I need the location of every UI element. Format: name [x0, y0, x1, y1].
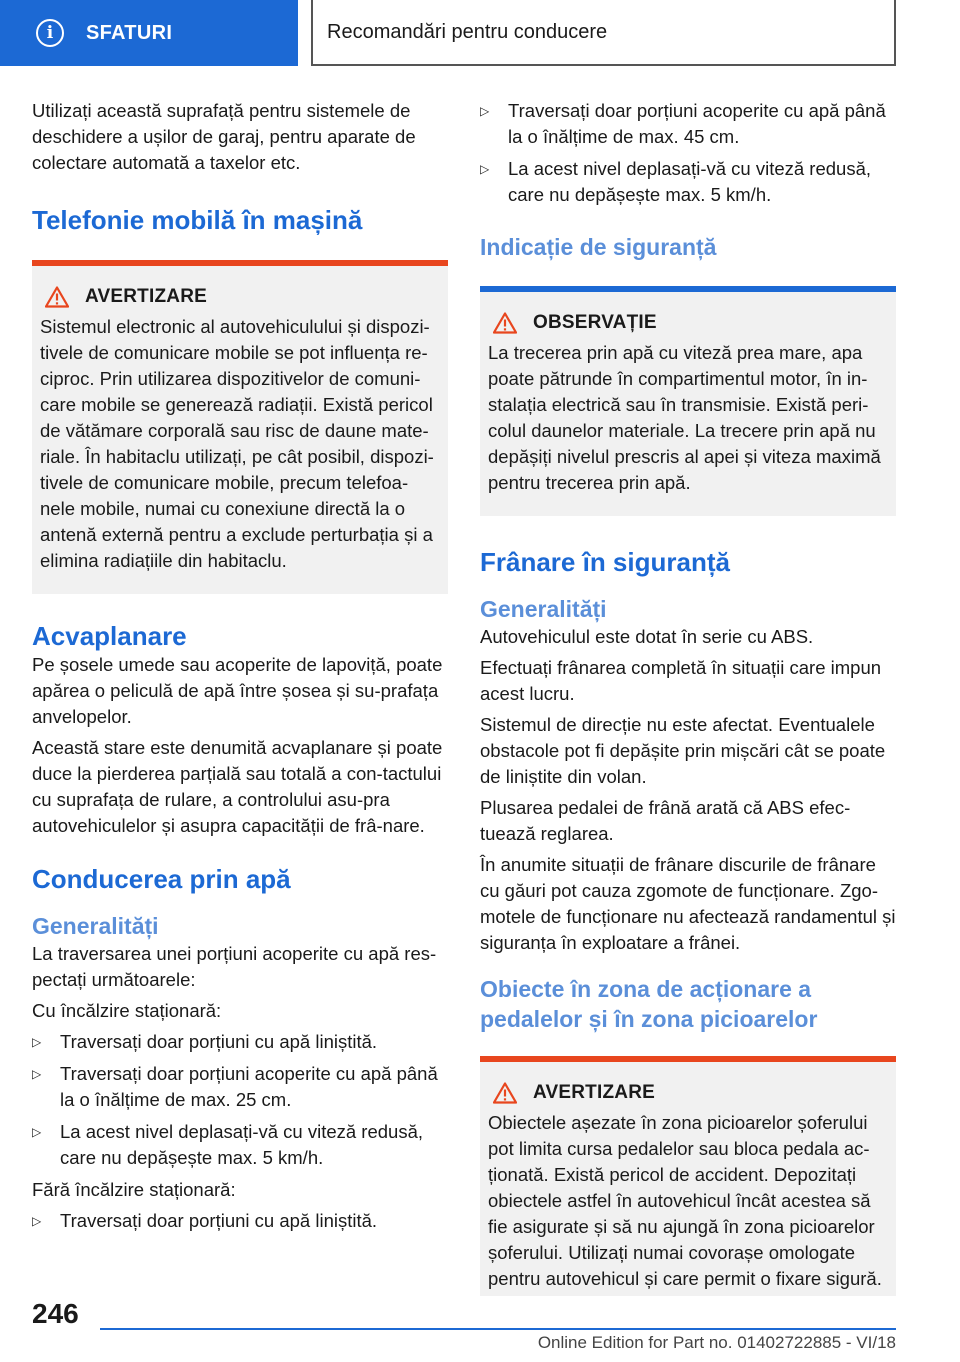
- triangle-bullet-icon: ▷: [32, 1214, 42, 1228]
- water-paragraph-1: La traversarea unei porțiuni acoperite cu apă res-pectați următoarele:: [32, 943, 437, 990]
- aqua-paragraph-1: Pe șosele umede sau acoperite de lapoviță, poate apărea o peliculă de apă între șosea și su-prafața anvelopelor.: [32, 654, 443, 727]
- intro-paragraph: Utilizați această suprafață pentru sistemele de deschidere a ușilor de garaj, pentru aparate de colectare automată a taxelor etc.: [32, 100, 416, 173]
- subheading-general: Generalități: [480, 596, 607, 622]
- warning-title: AVERTIZARE: [533, 1082, 655, 1103]
- section-tab: [0, 0, 298, 66]
- observation-title: OBSERVAȚIE: [533, 312, 657, 333]
- heading-aquaplaning: Acvaplanare: [32, 621, 187, 651]
- heading-safe-braking: Frânare în siguranță: [480, 547, 730, 577]
- triangle-bullet-icon: ▷: [480, 162, 490, 176]
- warning-triangle-icon: [493, 1082, 517, 1104]
- bullet-list-continued: [480, 98, 896, 208]
- right-column: [480, 98, 896, 1296]
- list-item: ▷ La acest nivel deplasați-vă cu viteză redusă, care nu depășește max. 5 km/h.: [32, 1119, 448, 1171]
- warning-box-phone: [32, 260, 448, 594]
- list-item: ▷ La acest nivel deplasați-vă cu viteză redusă, care nu depășește max. 5 km/h.: [480, 156, 896, 208]
- bullet-list-heating: [32, 1029, 448, 1171]
- chapter-title-box: [311, 0, 896, 66]
- observation-box-water: [480, 286, 896, 516]
- brake-paragraph-1: Autovehiculul este dotat în serie cu ABS.: [480, 626, 814, 647]
- observation-text: La trecerea prin apă cu viteză prea mare, apa poate pătrunde în compartimentul motor, în in-stalația electrică sau în transmisie. Există peri-colul daunelor materiale. La trecere prin apă nu depășiți nivelul prescris al apei și viteza maximă pentru trecerea prin apă.: [488, 342, 881, 493]
- brake-paragraph-3: Sistemul de direcție nu este afectat. Eventualele obstacole pot fi depășite prin mișcări cât se poate de liniștite din volan.: [480, 714, 886, 787]
- heading-water-driving: Conducerea prin apă: [32, 864, 291, 894]
- brake-paragraph-5: În anumite situații de frânare discurile de frânare cu găuri pot cauza zgomote de funcționare. Zgo-motele de funcționare nu afectează randamentul și siguranța în exploatare a frânei.: [480, 854, 896, 953]
- brake-paragraph-2: Efectuați frânarea completă în situații care impun acest lucru.: [480, 657, 882, 704]
- water-paragraph-2: Cu încălzire staționară:: [32, 1000, 222, 1021]
- page-number: 246: [32, 1298, 79, 1329]
- list-item: ▷ Traversați doar porțiuni acoperite cu apă până la o înălțime de max. 45 cm.: [480, 98, 896, 150]
- page-header: [0, 0, 960, 66]
- info-icon: i: [36, 19, 64, 47]
- warning-text: Obiectele așezate în zona picioarelor șoferului pot limita cursa pedalelor sau bloca pedala ac-ționată. Există pericol de accident. Depozitați obiectele astfel în autovehicul încât acestea să fie asigurate și să nu ajungă în zona picioarelor șoferului. Utilizați numai covorașe omologate pentru autovehicul și care permit o fixare sigură.: [488, 1112, 882, 1289]
- list-item: ▷ Traversați doar porțiuni cu apă liniștită.: [32, 1208, 448, 1234]
- triangle-bullet-icon: ▷: [32, 1125, 42, 1139]
- list-item: ▷ Traversați doar porțiuni cu apă liniștită.: [32, 1029, 448, 1055]
- warning-triangle-icon: [45, 286, 69, 308]
- bullet-list-no-heating: [32, 1208, 448, 1234]
- warning-triangle-icon: [493, 312, 517, 334]
- triangle-bullet-icon: ▷: [32, 1035, 42, 1049]
- subheading-general: Generalități: [32, 913, 159, 939]
- left-column: [32, 98, 448, 1240]
- edition-text: Online Edition for Part no. 01402722885 - VI/18: [537, 1333, 896, 1352]
- warning-text: Sistemul electronic al autovehiculului și dispozi-tivele de comunicare mobile se pot influența re-ciproc. Prin utilizarea dispozitivelor de comuni-care mobile se generează radiații. Există pericol de vătămare corporală sau risc de daune mate-riale. În habitaclu utilizați, pe cât posibil, dispozi-tivele de comunicare mobile, precum telefoa-nele mobile, numai cu conexiune directă la o antenă externă pentru a exclude perturbația și a elimina radiațiile din habitaclu.: [40, 316, 434, 571]
- warning-title: AVERTIZARE: [85, 286, 207, 307]
- heading-safety-notice: Indicație de siguranță: [480, 234, 717, 260]
- warning-box-pedals: [480, 1056, 896, 1296]
- heading-mobile-phone: Telefonie mobilă în mașină: [32, 205, 363, 235]
- chapter-title: Recomandări pentru conducere: [327, 20, 608, 43]
- triangle-bullet-icon: ▷: [480, 104, 490, 118]
- footer-divider: [100, 1328, 896, 1330]
- brake-paragraph-4: Plusarea pedalei de frână arată că ABS efec-tuează reglarea.: [480, 797, 851, 844]
- aqua-paragraph-2: Această stare este denumită acvaplanare și poate duce la pierderea parțială sau totală a con-tactului cu suprafața de rulare, a controlului asu-pra autovehiculelor și asupra capacității de frâ-nare.: [32, 737, 443, 836]
- heading-objects-pedals: Obiecte în zona de acționare a pedalelor și în zona picioarelor: [480, 976, 818, 1032]
- water-paragraph-3: Fără încălzire staționară:: [32, 1179, 236, 1200]
- list-item: ▷ Traversați doar porțiuni acoperite cu apă până la o înălțime de max. 25 cm.: [32, 1061, 448, 1113]
- triangle-bullet-icon: ▷: [32, 1067, 42, 1081]
- section-label: SFATURI: [86, 21, 173, 44]
